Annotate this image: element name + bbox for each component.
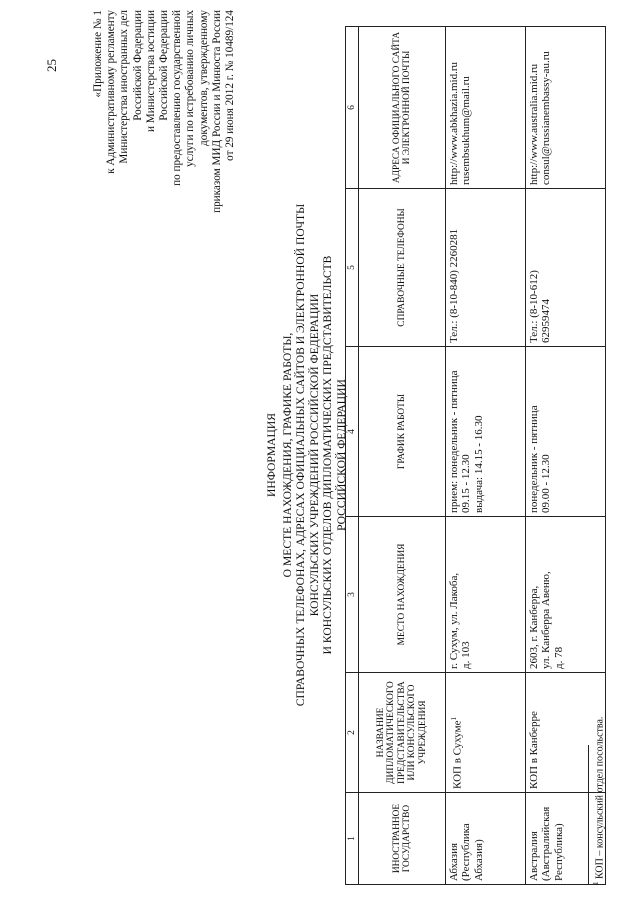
appendix-line: к Административному регламенту — [105, 10, 118, 174]
heading-line: РОССИЙСКОЙ ФЕДЕРАЦИИ — [334, 379, 348, 531]
header-country: ИНОСТРАННОЕ ГОСУДАРСТВО — [359, 793, 446, 885]
column-number: 3 — [346, 517, 359, 673]
header-schedule: ГРАФИК РАБОТЫ — [359, 347, 446, 517]
appendix-line: Российской Федерации — [158, 10, 171, 121]
heading-title: ИНФОРМАЦИЯ — [265, 412, 278, 498]
column-number: 4 — [346, 347, 359, 517]
cell-line: д. 103 — [460, 641, 473, 669]
cell-line: ул. Канберра Авеню, — [540, 571, 553, 669]
footnote-ref: 1 — [450, 717, 458, 721]
email-link[interactable]: consul@russianembassy-au.ru — [540, 51, 553, 185]
footnote-text: КОП – консульский отдел посольства. — [594, 716, 606, 882]
appendix-line: услуги по истребованию личных — [184, 10, 197, 167]
cell-line: выдача: 14.15 - 16.30 — [472, 415, 485, 513]
appendix-line: и Министерства юстиции — [144, 10, 157, 133]
column-number: 5 — [346, 189, 359, 347]
cell-phones — [446, 189, 526, 347]
cell-line: Республика) — [552, 823, 565, 881]
appendix-line: «Приложение № 1 — [92, 10, 104, 98]
column-number-row — [346, 27, 359, 885]
column-number: 6 — [346, 27, 359, 189]
cell-line: 09.00 - 12.30 — [540, 454, 553, 513]
cell-line: 09.15 - 12.30 — [460, 454, 473, 513]
column-number: 1 — [346, 793, 359, 885]
footnote — [592, 717, 605, 885]
appendix-line: Министерства иностранных дел — [118, 10, 131, 164]
appendix-line: по предоставлению государственной — [171, 10, 184, 186]
cell-line: Абхазия — [448, 842, 460, 881]
appendix-line: приказом МИД России и Минюста России — [210, 10, 223, 213]
missions-table — [345, 26, 606, 885]
mission-name: КОП в Сухуме — [451, 720, 464, 789]
appendix-line: Российской Федерации — [131, 10, 144, 121]
cell-line: г. Сухум, ул. Лакоба, — [448, 572, 460, 669]
cell-line: Тел.: (8-10-840) 2260281 — [448, 228, 460, 343]
cell-line: 62959474 — [540, 299, 553, 343]
page-number: 25 — [44, 59, 59, 72]
appendix-line: от 29 июня 2012 г. № 10489/124 — [224, 10, 237, 161]
table-row — [446, 27, 526, 885]
cell-schedule — [526, 347, 606, 517]
cell-line: 2603, г. Канберра, — [528, 585, 540, 669]
cell-web — [446, 27, 526, 189]
cell-country — [446, 793, 526, 885]
footnote-mark: 1 — [592, 881, 600, 885]
heading-line: О МЕСТЕ НАХОЖДЕНИЯ, ГРАФИКЕ РАБОТЫ, — [280, 332, 294, 578]
column-number: 2 — [346, 673, 359, 793]
heading-line: СПРАВОЧНЫХ ТЕЛЕФОНАХ, АДРЕСАХ ОФИЦИАЛЬНЫХ САЙТОВ И ЭЛЕКТРОННОЙ ПОЧТЫ — [294, 203, 308, 707]
heading-line: И КОНСУЛЬСКИХ ОТДЕЛОВ ДИПЛОМАТИЧЕСКИХ ПРЕДСТАВИТЕЛЬСТВ — [321, 255, 335, 655]
header-mission-name: НАЗВАНИЕ ДИПЛОМАТИЧЕСКОГО ПРЕДСТАВИТЕЛЬСТВА ИЛИ КОНСУЛЬСКОГО УЧРЕЖДЕНИЯ — [359, 673, 446, 793]
footnote-divider — [588, 745, 589, 885]
cell-line: прием: понедельник - пятница — [448, 370, 460, 513]
table-header-row — [359, 27, 446, 885]
cell-schedule — [446, 347, 526, 517]
header-location: МЕСТО НАХОЖДЕНИЯ — [359, 517, 446, 673]
website-link[interactable]: http://www.abkhazia.mid.ru — [448, 61, 460, 185]
header-website-email: АДРЕСА ОФИЦИАЛЬНОГО САЙТА И ЭЛЕКТРОННОЙ ПОЧТЫ — [359, 27, 446, 189]
appendix-note — [92, 10, 237, 240]
header-phones: СПРАВОЧНЫЕ ТЕЛЕФОНЫ — [359, 189, 446, 347]
cell-address — [446, 517, 526, 673]
cell-line: понедельник - пятница — [528, 405, 540, 513]
cell-line: д. 78 — [552, 646, 565, 669]
cell-web — [526, 27, 606, 189]
cell-address — [526, 517, 606, 673]
cell-line: (Республика — [460, 823, 473, 881]
cell-line: Абхазия) — [472, 839, 485, 881]
cell-phones — [526, 189, 606, 347]
cell-line: (Австралийская — [540, 806, 553, 881]
document-heading — [265, 165, 349, 745]
cell-mission — [446, 673, 526, 793]
website-link[interactable]: http://www.australia.mid.ru — [528, 63, 540, 185]
heading-line: КОНСУЛЬСКИХ УЧРЕЖДЕНИЙ РОССИЙСКОЙ ФЕДЕРАЦИИ — [307, 293, 321, 617]
cell-line: Австралия — [528, 831, 540, 881]
email-link[interactable]: rusembsukhum@mail.ru — [460, 76, 473, 185]
cell-line: Тел.: (8-10-612) — [528, 270, 540, 343]
mission-name: КОП в Канберре — [528, 711, 540, 789]
appendix-line: документов, утвержденному — [197, 10, 210, 146]
